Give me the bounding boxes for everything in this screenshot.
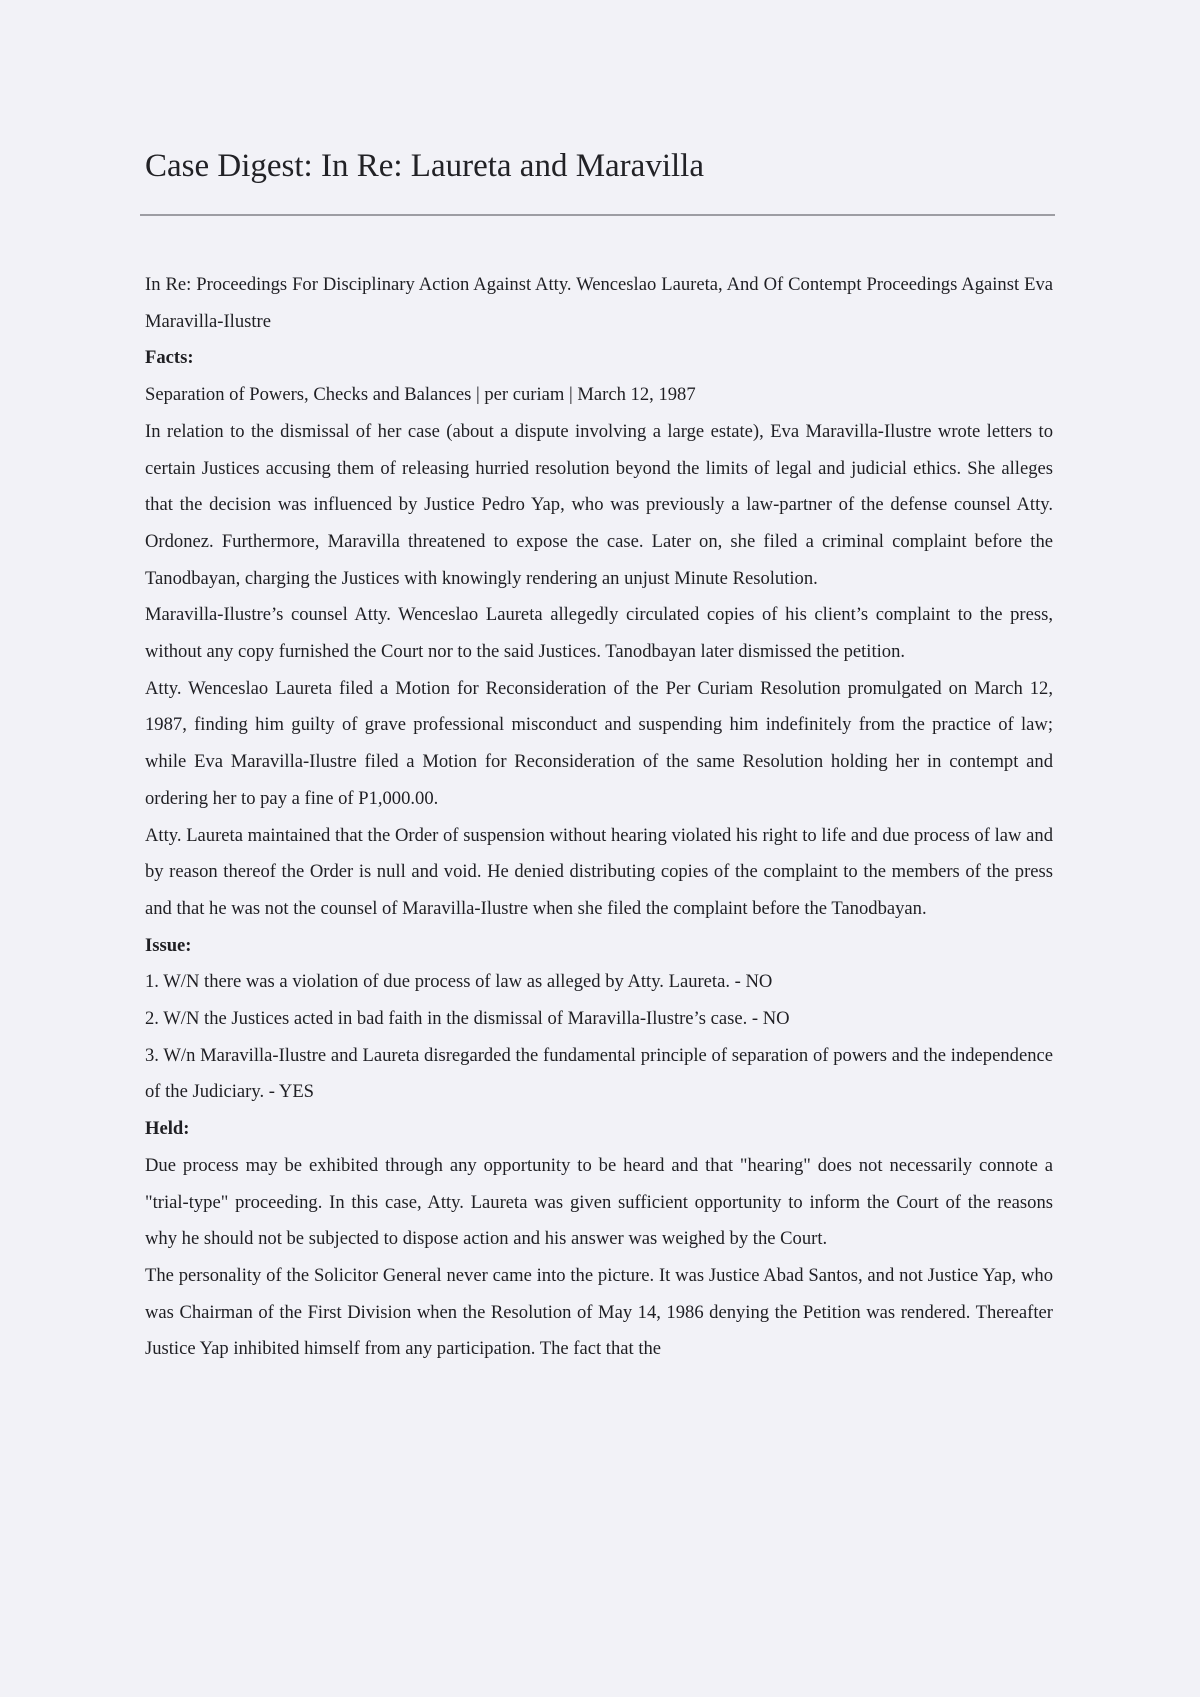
facts-paragraph-1: In relation to the dismissal of her case (about a dispute involving a large estate), Eva Maravilla-Ilustre wrote letters to certain Justices accusing them of releasing hurried resolution beyond the limits of legal and judicial ethics. She alleges that the decision was influenced by Justice Pedro Yap, who was previously a law-partner of the defense counsel Atty. Ordonez. Furthermore, Maravilla threatened to expose the case. Later on, she filed a criminal complaint before the Tanodbayan, charging the Justices with knowingly rendering an unjust Minute Resolution. [145,420,1053,589]
facts-heading: Facts: [145,347,194,369]
issue-heading: Issue: [145,934,192,956]
held-heading: Held: [145,1118,190,1140]
issue-item-3: 3. W/n Maravilla-Ilustre and Laureta disregarded the fundamental principle of separation of powers and the independence of the Judiciary. - YES [145,1044,1053,1103]
facts-paragraph-3: Atty. Wenceslao Laureta filed a Motion for Reconsideration of the Per Curiam Resolution promulgated on March 12, 1987, finding him guilty of grave professional misconduct and suspending him indefinitely from the practice of law; while Eva Maravilla-Ilustre filed a Motion for Reconsideration of the same Resolution holding her in contempt and ordering her to pay a fine of P1,000.00. [145,677,1053,809]
page-title: Case Digest: In Re: Laureta and Maravilla [145,148,704,184]
title-divider [140,214,1055,216]
document-page [145,140,1053,1360]
facts-paragraph-4: Atty. Laureta maintained that the Order of suspension without hearing violated his right to life and due process of law and by reason thereof the Order is null and void. He denied distributing copies of the complaint to the members of the press and that he was not the counsel of Maravilla-Ilustre when she filed the complaint before the Tanodbayan. [145,824,1053,919]
issue-item-2: 2. W/N the Justices acted in bad faith in the dismissal of Maravilla-Ilustre’s case. - NO [145,1008,790,1030]
facts-meta: Separation of Powers, Checks and Balances | per curiam | March 12, 1987 [145,384,696,406]
case-caption: In Re: Proceedings For Disciplinary Action Against Atty. Wenceslao Laureta, And Of Contempt Proceedings Against Eva Maravilla-Ilustre [145,274,1053,332]
held-paragraph-1: Due process may be exhibited through any opportunity to be heard and that "hearing" does not necessarily connote a "trial-type" proceeding. In this case, Atty. Laureta was given sufficient opportunity to inform the Court of the reasons why he should not be subjected to dispose action and his answer was weighed by the Court. [145,1154,1053,1250]
issue-item-1: 1. W/N there was a violation of due process of law as alleged by Atty. Laureta. - NO [145,971,773,993]
document-body [145,267,1053,1368]
facts-paragraph-2: Maravilla-Ilustre’s counsel Atty. Wenceslao Laureta allegedly circulated copies of his client’s complaint to the press, without any copy furnished the Court nor to the said Justices. Tanodbayan later dismissed the petition. [145,604,1053,663]
held-paragraph-2: The personality of the Solicitor General never came into the picture. It was Justice Abad Santos, and not Justice Yap, who was Chairman of the First Division when the Resolution of May 14, 1986 denying the Petition was rendered. Thereafter Justice Yap inhibited himself from any participation. The fact that the [145,1264,1053,1360]
